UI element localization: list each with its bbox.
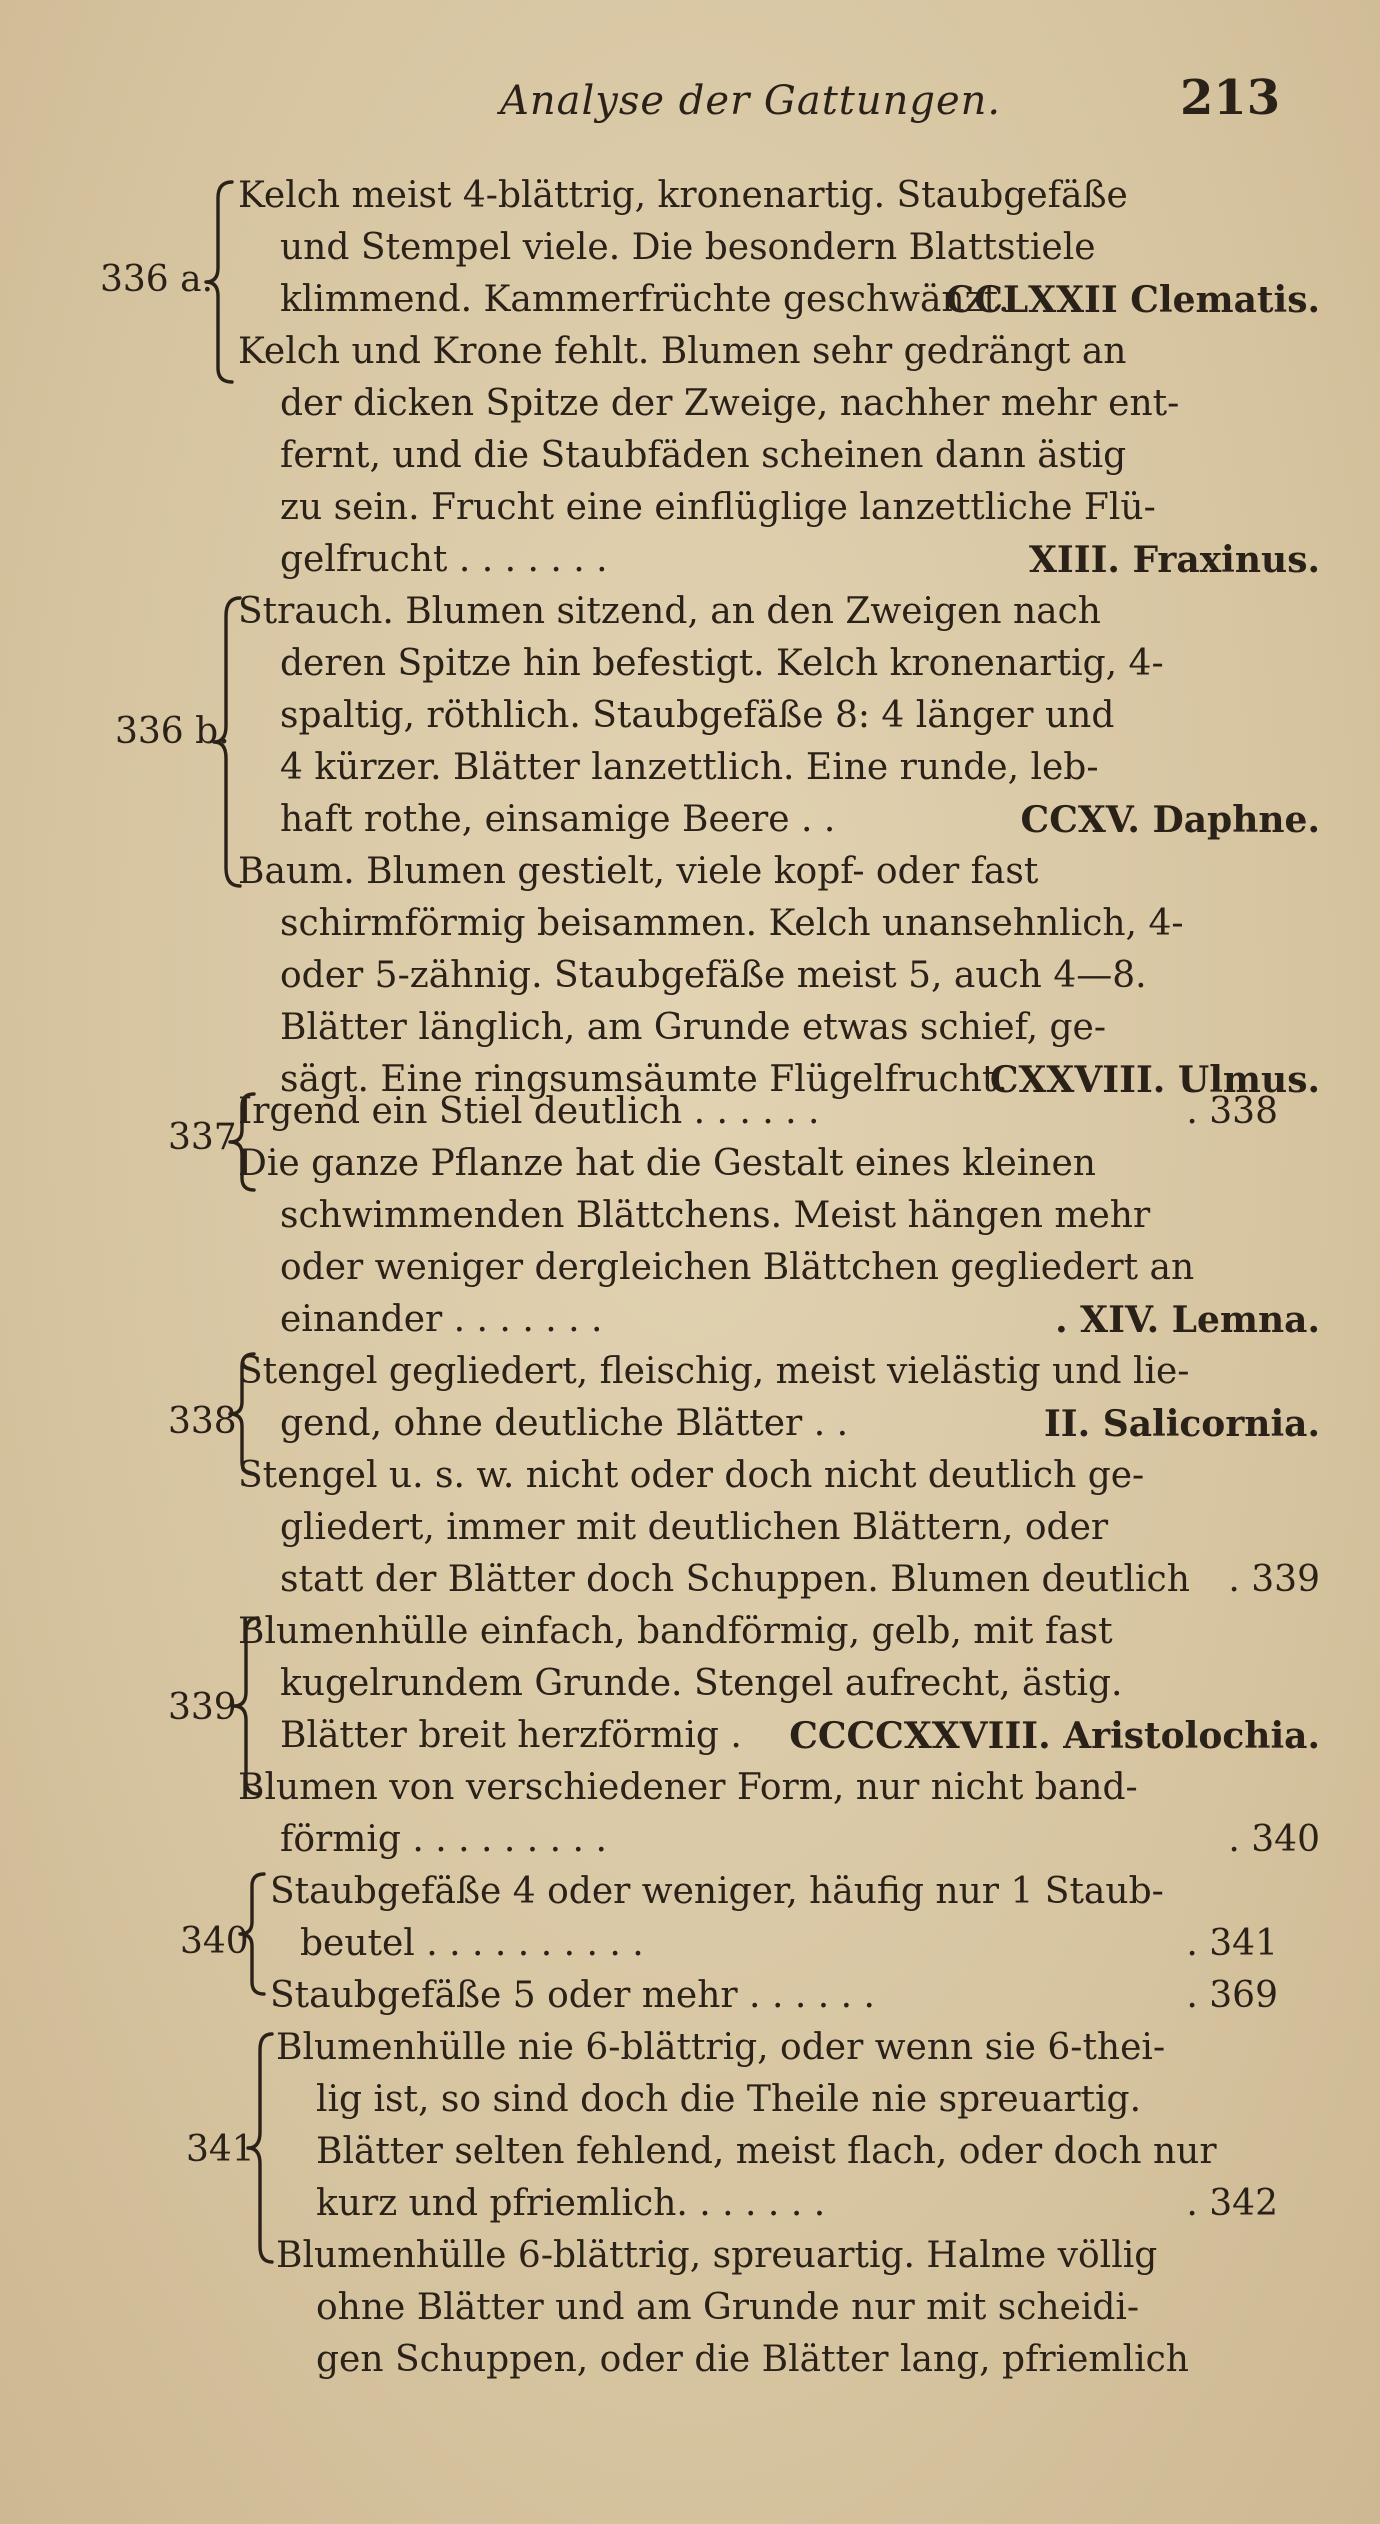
genus-result: CCXV. Daphne. [1020,799,1320,841]
lead-text: haft rothe, einsamige Beere . . [280,799,836,840]
couplet-reference: . 340 [1228,1819,1320,1860]
text-line: Blumenhülle nie 6-blättrig, oder wenn sie 6-thei- [276,2027,1166,2068]
text-line [280,1814,1320,1866]
text-line: fernt, und die Staubfäden scheinen dann ästig [280,435,1127,476]
text-line: Stengel gegliedert, fleischig, meist vielästig und lie- [238,1351,1190,1392]
lead-text: gelfrucht . . . . . . . [280,539,608,580]
text-line [316,2178,1278,2230]
lead-text: förmig . . . . . . . . . [280,1819,607,1860]
text-line: der dicken Spitze der Zweige, nachher mehr ent- [280,383,1180,424]
text-line [238,1086,1278,1138]
brace [240,2030,280,2266]
lead-text: einander . . . . . . . [280,1299,603,1340]
genus-result: CCLXXII Clematis. [945,279,1320,321]
couplet-number: 336 b. [115,711,230,752]
text-line: und Stempel viele. Die besondern Blattstiele [280,227,1096,268]
couplet-number: 340 [180,1921,249,1962]
page-header [0,70,1380,140]
text-line: kugelrundem Grunde. Stengel aufrecht, ästig. [280,1663,1123,1704]
text-line: ohne Blätter und am Grunde nur mit scheidi- [316,2287,1140,2328]
lead-text: sägt. Eine ringsumsäumte Flügelfrucht. [280,1059,1008,1100]
lead-text: klimmend. Kammerfrüchte geschwänzt. [280,279,1010,320]
text-line: zu sein. Frucht eine einflüglige lanzettliche Flü- [280,487,1156,528]
text-line [270,1970,1278,2022]
couplet-number: 339 [168,1687,237,1728]
text-line [280,1710,1320,1762]
text-line: 4 kürzer. Blätter lanzettlich. Eine runde, leb- [280,747,1099,788]
lead-text: gend, ohne deutliche Blätter . . [280,1403,849,1444]
couplet-reference: . 369 [1186,1975,1278,2016]
text-line: gliedert, immer mit deutlichen Blättern, oder [280,1507,1109,1548]
couplet-number: 336 a. [100,259,214,300]
text-line: gen Schuppen, oder die Blätter lang, pfriemlich [316,2339,1189,2380]
text-line: Kelch meist 4-blättrig, kronenartig. Staubgefäße [238,175,1128,216]
genus-result: CCCCXXVIII. Aristolochia. [789,1715,1320,1757]
text-line [280,1554,1320,1606]
genus-result: CXXVIII. Ulmus. [989,1059,1320,1101]
couplet-reference: . 339 [1228,1559,1320,1600]
text-line: deren Spitze hin befestigt. Kelch kronenartig, 4- [280,643,1164,684]
genus-result: . XIV. Lemna. [1055,1299,1320,1341]
lead-text: Blätter breit herzförmig . [280,1715,742,1756]
text-line: Kelch und Krone fehlt. Blumen sehr gedrängt an [238,331,1127,372]
text-line [300,1918,1278,1970]
text-line: Strauch. Blumen sitzend, an den Zweigen nach [238,591,1101,632]
couplet-reference: . 342 [1186,2183,1278,2224]
text-line [280,274,1320,326]
couplet-number: 338 [168,1401,237,1442]
text-line: Die ganze Pflanze hat die Gestalt eines kleinen [238,1143,1096,1184]
couplet-reference: . 341 [1186,1923,1278,1964]
text-line: oder weniger dergleichen Blättchen gegliedert an [280,1247,1195,1288]
text-line: Blumenhülle einfach, bandförmig, gelb, mit fast [238,1611,1113,1652]
text-line: Baum. Blumen gestielt, viele kopf- oder fast [238,851,1039,892]
lead-text: Staubgefäße 5 oder mehr . . . . . . [270,1975,875,2016]
text-line: spaltig, röthlich. Staubgefäße 8: 4 länger und [280,695,1115,736]
text-line: Stengel u. s. w. nicht oder doch nicht deutlich ge- [238,1455,1145,1496]
couplet-number: 341 [186,2129,255,2170]
text-line: schirmförmig beisammen. Kelch unansehnlich, 4- [280,903,1184,944]
genus-result: II. Salicornia. [1043,1403,1320,1445]
text-line: schwimmenden Blättchens. Meist hängen mehr [280,1195,1151,1236]
running-title: Analyse der Gattungen. [500,78,1002,124]
page-number: 213 [1180,70,1281,126]
text-line: Blätter selten fehlend, meist flach, oder doch nur [316,2131,1217,2172]
text-line: oder 5-zähnig. Staubgefäße meist 5, auch 4—8. [280,955,1147,996]
text-line: Blumenhülle 6-blättrig, spreuartig. Halme völlig [276,2235,1158,2276]
brace [200,178,240,386]
text-line: Blätter länglich, am Grunde etwas schief, ge- [280,1007,1107,1048]
lead-text: kurz und pfriemlich. . . . . . . [316,2183,826,2224]
text-line: Blumen von verschiedener Form, nur nicht band- [238,1767,1138,1808]
text-line [280,1398,1320,1450]
text-line: Staubgefäße 4 oder weniger, häufig nur 1 Staub- [270,1871,1164,1912]
text-line: lig ist, so sind doch die Theile nie spreuartig. [316,2079,1142,2120]
text-line [280,1294,1320,1346]
couplet-reference: . 338 [1186,1091,1278,1132]
lead-text: Irgend ein Stiel deutlich . . . . . . [238,1091,820,1132]
genus-result: XIII. Fraxinus. [1028,539,1320,581]
lead-text: beutel . . . . . . . . . . [300,1923,644,1964]
couplet-number: 337 [168,1117,237,1158]
brace [232,1870,272,1998]
lead-text: statt der Blätter doch Schuppen. Blumen deutlich [280,1559,1190,1600]
text-line [280,794,1320,846]
text-line [280,534,1320,586]
